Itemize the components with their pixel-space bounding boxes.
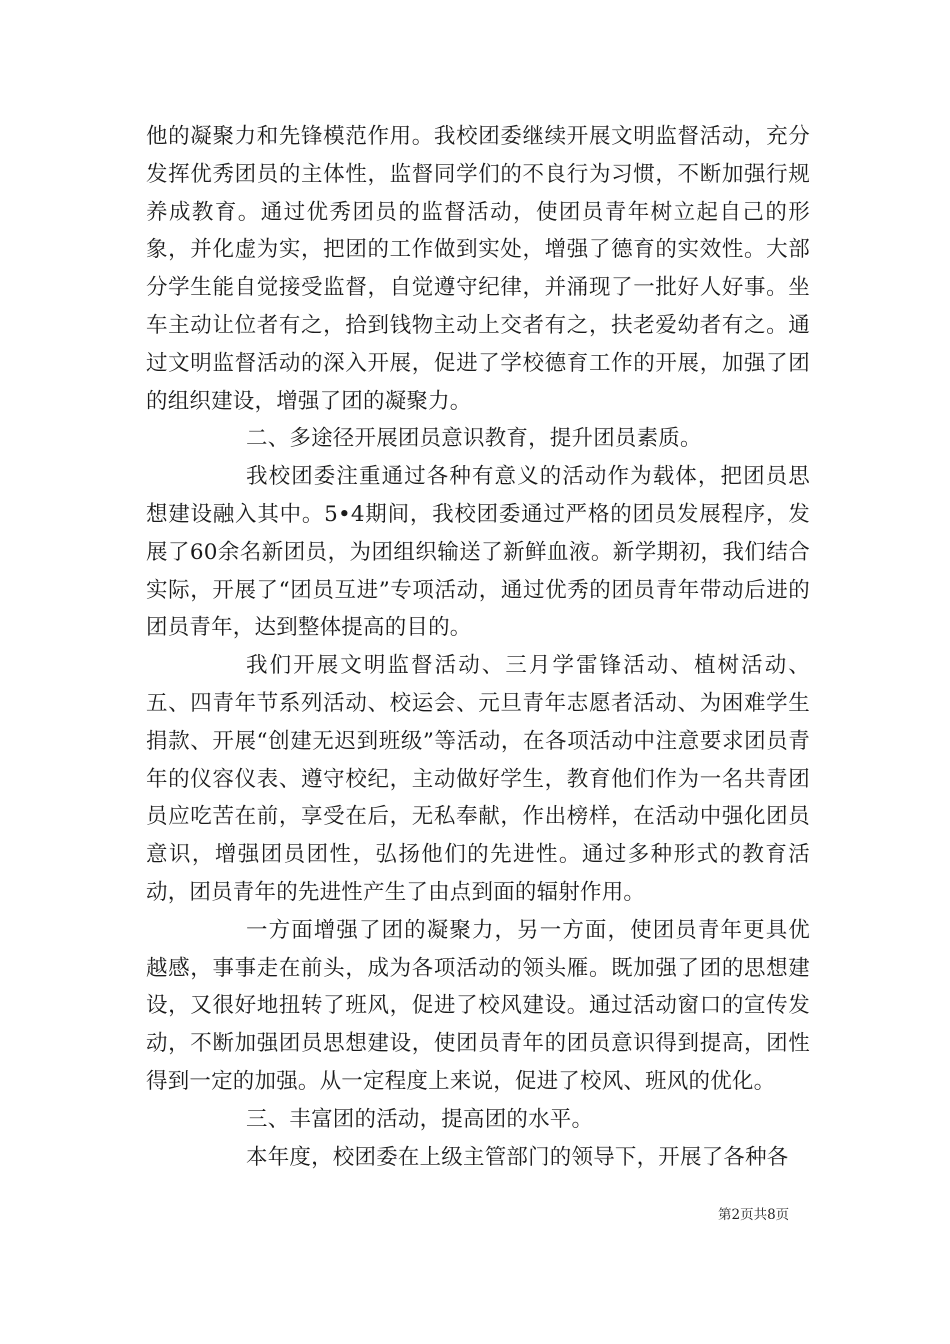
paragraph-activities: 我们开展文明监督活动、三月学雷锋活动、植树活动、五、四青年节系列活动、校运会、元旦青年志愿者活动、为困难学生捐款、开展“创建无迟到班级”等活动，在各项活动中注意要求团员青年的仪容仪表、遵守校纪，主动做好学生，教育他们作为一名共青团员应吃苦在前，享受在后，无私奉献，作出榜样，在活动中强化团员意识，增强团员团性，弘扬他们的先进性。通过多种形式的教育活动，团员青年的先进性产生了由点到面的辐射作用。 [146,653,810,905]
section-heading-two: 二、多途径开展团员意识教育，提升团员素质。 [246,426,702,452]
paragraph-cohesion: 一方面增强了团的凝聚力，另一方面，使团员青年更具优越感，事事走在前头，成为各项活动的领头雁。既加强了团的思想建设，又很好地扭转了班风，促进了校风建设。通过活动窗口的宣传发动，不断加强团员思想建设，使团员青年的团员意识得到提高，团性得到一定的加强。从一定程度上来说，促进了校风、班风的优化。 [146,917,810,1094]
document-body [146,118,810,1176]
paragraph-member-development: 我校团委注重通过各种有意义的活动作为载体，把团员思想建设融入其中。5•4期间，我校团委通过严格的团员发展程序，发展了60余名新团员，为团组织输送了新鲜血液。新学期初，我们结合实际，开展了“团员互进”专项活动，通过优秀的团员青年带动后进的团员青年，达到整体提高的目的。 [146,464,810,641]
section-heading-three: 三、丰富团的活动，提高团的水平。 [246,1106,594,1132]
paragraph-continuation: 他的凝聚力和先锋模范作用。我校团委继续开展文明监督活动，充分发挥优秀团员的主体性，监督同学们的不良行为习惯，不断加强行规养成教育。通过优秀团员的监督活动，使团员青年树立起自己的形象，并化虚为实，把团的工作做到实处，增强了德育的实效性。大部分学生能自觉接受监督，自觉遵守纪律，并涌现了一批好人好事。坐车主动让位者有之，拾到钱物主动上交者有之，扶老爱幼者有之。通过文明监督活动的深入开展，促进了学校德育工作的开展，加强了团的组织建设，增强了团的凝聚力。 [146,124,810,414]
page-number-footer: 第2页共8页 [718,1207,790,1223]
paragraph-annual-summary: 本年度，校团委在上级主管部门的领导下，开展了各种各 [246,1144,789,1170]
